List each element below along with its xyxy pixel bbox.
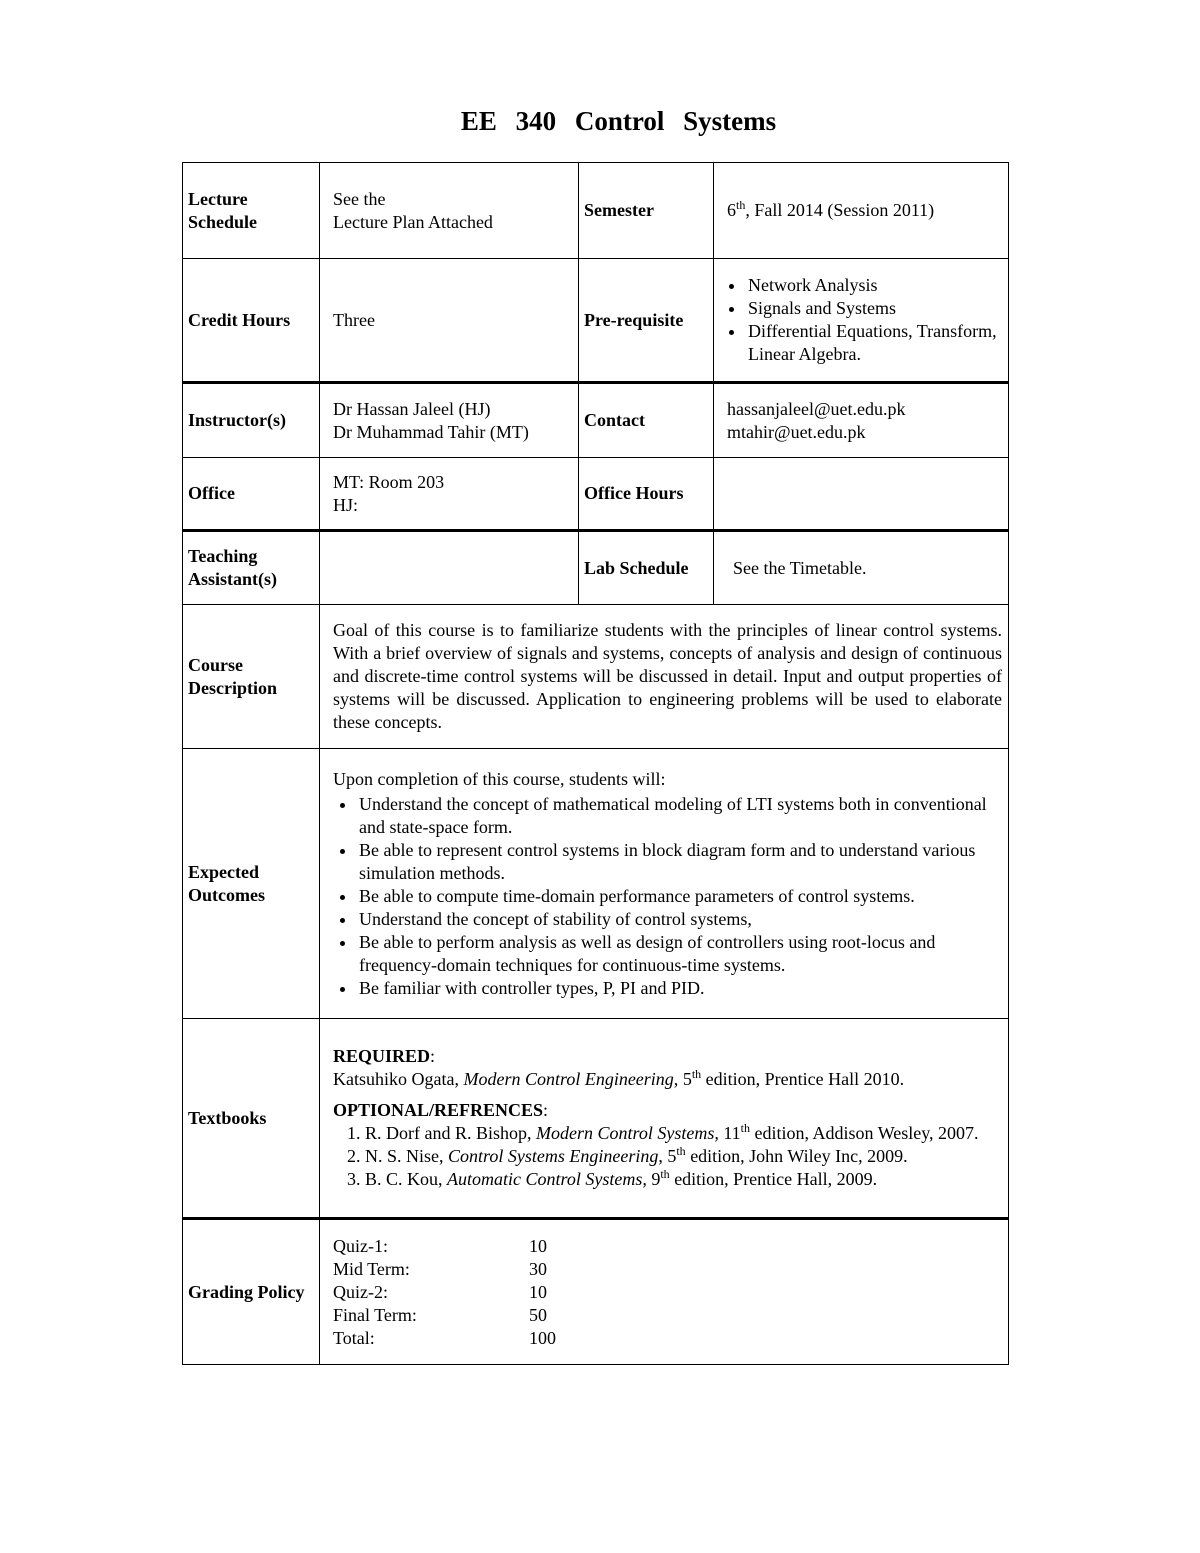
grade-item [333, 1304, 1002, 1327]
grade-weight: 10 [529, 1235, 547, 1256]
office-label: Office [183, 458, 320, 531]
book-title: Modern Control Systems, [536, 1123, 719, 1143]
expected-outcomes-label: Expected Outcomes [183, 749, 320, 1019]
required-book [333, 1068, 1002, 1091]
list-item [365, 1122, 1002, 1145]
book-author: Katsuhiko Ogata, [333, 1069, 464, 1089]
book-title: Automatic Control Systems, [447, 1169, 647, 1189]
credit-hours-value: Three [320, 259, 579, 383]
lecture-schedule-line: See the [333, 188, 386, 209]
expected-outcomes-value [320, 749, 1009, 1019]
contact-email: hassanjaleel@uet.edu.pk [727, 398, 906, 419]
course-info-table [182, 162, 1009, 1365]
semester-label: Semester [579, 163, 714, 259]
grade-item [333, 1258, 1002, 1281]
grade-name: Quiz-1: [333, 1235, 388, 1256]
course-description-text: Goal of this course is to familiarize students with the principles of linear control systems. With a brief overview of signals and systems, concepts of analysis and design of continuous and discrete-time control systems will be discussed in detail. Input and output properties of systems will be discussed. Application to engineering problems will be used to elaborate these concepts. [320, 605, 1009, 749]
contact-email: mtahir@uet.edu.pk [727, 421, 866, 442]
book-author: N. S. Nise, [365, 1146, 449, 1166]
teaching-assistants-label: Teaching Assistant(s) [183, 531, 320, 605]
outcomes-intro: Upon completion of this course, students will: [333, 768, 666, 789]
instructor-name: Dr Hassan Jaleel (HJ) [333, 398, 491, 419]
book-edition: 11 [718, 1123, 741, 1143]
book-title: Control Systems Engineering [448, 1146, 659, 1166]
contact-value [714, 383, 1009, 458]
table-row [183, 383, 1009, 458]
grade-weight: 50 [529, 1304, 547, 1325]
page-title: EE 340 Control Systems [460, 106, 777, 136]
grade-weight: 30 [529, 1258, 547, 1279]
grade-weight: 10 [529, 1281, 547, 1302]
book-publisher: edition, Prentice Hall 2010. [701, 1069, 905, 1089]
optional-books-list [333, 1122, 1002, 1191]
required-heading: REQUIRED [333, 1046, 431, 1066]
book-publisher: edition, Prentice Hall, 2009. [669, 1169, 878, 1189]
teaching-assistants-value [320, 531, 579, 605]
semester-ordinal-suffix: th [736, 198, 746, 212]
office-hours-label: Office Hours [579, 458, 714, 531]
book-edition: 9 [646, 1169, 661, 1189]
list-item: • Be familiar with controller types, P, PI and PID. [357, 977, 1002, 1000]
book-edition-suffix: th [691, 1067, 702, 1081]
lecture-schedule-value [320, 163, 579, 259]
book-title: Modern Control Engineering, [463, 1069, 679, 1089]
list-item: • Understand the concept of mathematical modeling of LTI systems both in conventional and state-space form. [357, 793, 1002, 839]
lecture-schedule-label: Lecture Schedule [183, 163, 320, 259]
list-item: • Signals and Systems [746, 297, 1002, 320]
optional-heading: OPTIONAL/REFRENCES [333, 1100, 544, 1120]
table-row [183, 458, 1009, 531]
prerequisite-label: Pre-requisite [579, 259, 714, 383]
instructors-value [320, 383, 579, 458]
list-item: • Be able to perform analysis as well as design of controllers using root-locus and frequency-domain techniques for continuous-time systems. [357, 931, 1002, 977]
instructors-label: Instructor(s) [183, 383, 320, 458]
course-description-label: Course Description [183, 605, 320, 749]
instructor-name: Dr Muhammad Tahir (MT) [333, 421, 529, 442]
contact-label: Contact [579, 383, 714, 458]
book-edition: , 5 [658, 1146, 677, 1166]
book-publisher: edition, Addison Wesley, 2007. [750, 1123, 979, 1143]
textbooks-label: Textbooks [183, 1019, 320, 1219]
book-author: R. Dorf and R. Bishop, [365, 1123, 536, 1143]
office-line: MT: Room 203 [333, 471, 445, 492]
grading-policy-value [320, 1219, 1009, 1365]
list-item: • Differential Equations, Transform, Linear Algebra. [746, 320, 1002, 366]
grading-policy-label: Grading Policy [183, 1219, 320, 1365]
list-item [365, 1145, 1002, 1168]
table-row [183, 605, 1009, 749]
grade-item [333, 1327, 1002, 1350]
office-value [320, 458, 579, 531]
list-item [365, 1168, 1002, 1191]
list-item: • Be able to represent control systems in block diagram form and to understand various simulation methods. [357, 839, 1002, 885]
table-row [183, 531, 1009, 605]
grade-name: Total: [333, 1327, 375, 1348]
lecture-schedule-line: Lecture Plan Attached [333, 211, 493, 232]
book-publisher: edition, John Wiley Inc, 2009. [685, 1146, 908, 1166]
textbooks-value: REQUIRED: Katsuhiko Ogata, Modern Control Engineering, 5th edition, Prentice Hall 2010. OPTIONAL/REFRENCES: 1. R. Dorf and R. Bishop, Modern Control Systems, 11th edition, Addison Wesley, 2007. 2. N. S. Nise, Control Systems Engineering, 5th edition, John Wiley Inc, 2009. 3. B. C. Kou, Automatic Control Systems, 9th edition, Prentice Hall, 2009. [320, 1019, 1009, 1219]
office-hours-value [714, 458, 1009, 531]
table-row [183, 163, 1009, 259]
outcomes-list [333, 793, 1002, 1000]
book-edition: 5 [678, 1069, 692, 1089]
prerequisite-list [727, 274, 1002, 366]
book-author: B. C. Kou, [365, 1169, 448, 1189]
semester-value [714, 163, 1009, 259]
table-row [183, 1019, 1009, 1219]
grade-name: Final Term: [333, 1304, 417, 1325]
list-item: • Understand the concept of stability of control systems, [357, 908, 1002, 931]
lab-schedule-value: See the Timetable. [714, 531, 1009, 605]
grade-weight: 100 [529, 1327, 556, 1348]
list-item: • Network Analysis [746, 274, 1002, 297]
list-item: • Be able to compute time-domain performance parameters of control systems. [357, 885, 1002, 908]
lab-schedule-label: Lab Schedule [579, 531, 714, 605]
office-line: HJ: [333, 494, 359, 515]
table-row [183, 749, 1009, 1019]
credit-hours-label: Credit Hours [183, 259, 320, 383]
prerequisite-value [714, 259, 1009, 383]
grade-name: Mid Term: [333, 1258, 410, 1279]
semester-term: , Fall 2014 (Session 2011) [745, 200, 935, 220]
semester-ordinal: 6 [727, 200, 736, 220]
book-edition-suffix: th [740, 1121, 751, 1135]
grade-name: Quiz-2: [333, 1281, 388, 1302]
grade-item [333, 1281, 1002, 1304]
book-edition-suffix: th [676, 1144, 686, 1158]
book-edition-suffix: th [660, 1167, 670, 1181]
grade-item [333, 1235, 1002, 1258]
table-row [183, 1219, 1009, 1365]
table-row [183, 259, 1009, 383]
